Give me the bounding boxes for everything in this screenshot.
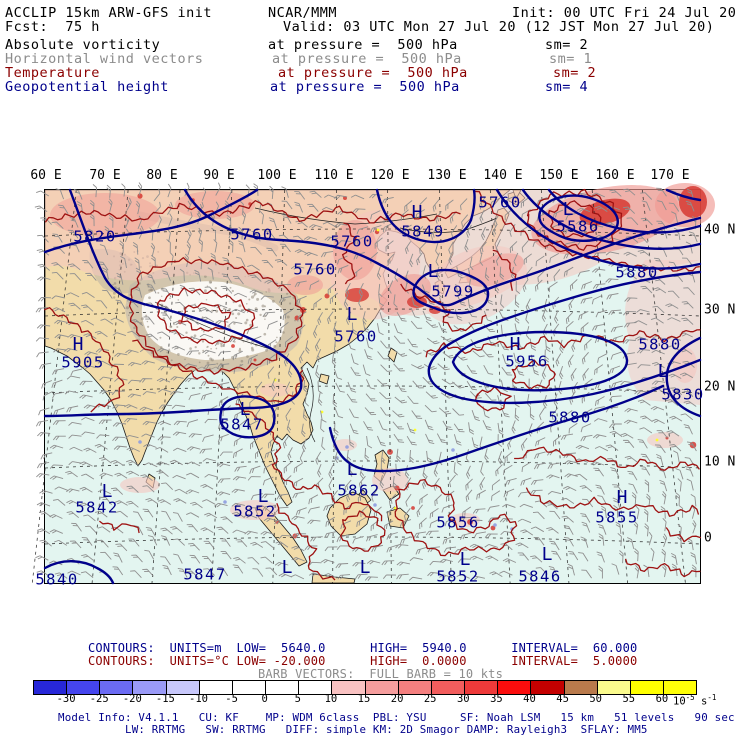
colorbar-tick-label: 55 xyxy=(622,693,636,705)
header-text: sm= 4 xyxy=(545,79,589,95)
contour-value-label: 5847 xyxy=(183,565,227,584)
pressure-center-letter: L xyxy=(281,557,293,579)
contour-value-label: 5856 xyxy=(436,513,480,532)
colorbar-units: $10^{-5}$ $s^{-1}$ xyxy=(673,693,717,708)
lon-tick-label: 160 E xyxy=(595,168,635,183)
contour-value-label: 5760 xyxy=(478,193,522,212)
colorbar-tick-label: 0 xyxy=(261,693,268,705)
lat-tick-label: 10 N xyxy=(704,454,736,470)
pressure-center-letter: L xyxy=(359,557,371,579)
header-text: at pressure = 500 hPa xyxy=(278,65,468,81)
lon-tick-label: 140 E xyxy=(483,168,523,183)
pressure-center-letter: H xyxy=(411,202,423,224)
contour-value-label: 5880 xyxy=(615,263,659,282)
header-text: NCAR/MMM xyxy=(268,5,338,21)
header-text: sm= 1 xyxy=(549,51,593,67)
contour-value-label: 5880 xyxy=(638,335,682,354)
lon-tick-label: 90 E xyxy=(203,168,235,183)
pressure-center-letter: L xyxy=(101,481,113,503)
colorbar-tick-label: -30 xyxy=(56,693,76,705)
contour-value-label: 5830 xyxy=(661,385,705,404)
barb-legend: BARB VECTORS: FULL BARB = 10 kts xyxy=(258,667,504,681)
pressure-center-letter: L xyxy=(459,549,471,571)
contour-value-label: 5820 xyxy=(73,227,117,246)
lon-tick-label: 130 E xyxy=(427,168,467,183)
lon-tick-label: 150 E xyxy=(539,168,579,183)
lon-tick-label: 70 E xyxy=(89,168,121,183)
colorbar-tick-label: 30 xyxy=(456,693,470,705)
lon-tick-label: 60 E xyxy=(30,168,62,183)
pressure-center-letter: H xyxy=(72,334,84,356)
contour-value-label: 5760 xyxy=(330,232,374,251)
header-text: Valid: 03 UTC Mon 27 Jul 20 (12 JST Mon 27 Jul 20) xyxy=(283,19,715,35)
lon-tick-label: 170 E xyxy=(650,168,690,183)
contour-value-label: 5847 xyxy=(220,415,264,434)
colorbar-tick-label: -20 xyxy=(122,693,142,705)
model-info-line2: LW: RRTMG SW: RRTMG DIFF: simple KM: 2D Smagor DAMP: Rayleigh3 SFLAY: MM5 xyxy=(125,723,648,736)
contour-value-label: 5586 xyxy=(556,217,600,236)
header-text: Fcst: 75 h xyxy=(5,19,100,35)
contour-value-label: 5760 xyxy=(293,260,337,279)
contour-value-label: 5799 xyxy=(431,282,475,301)
lat-tick-label: 20 N xyxy=(704,379,736,395)
contour-value-label: 5846 xyxy=(518,567,562,586)
pressure-center-letter: L xyxy=(541,544,553,566)
model-info-line1: Model Info: V4.1.1 CU: KF MP: WDM 6class PBL: YSU SF: Noah LSM 15 km 51 levels 90 sec xyxy=(58,711,735,724)
colorbar-tick-label: 45 xyxy=(556,693,569,705)
contour-value-label: 5855 xyxy=(595,508,639,527)
lon-tick-label: 100 E xyxy=(257,168,297,183)
lon-tick-label: 110 E xyxy=(314,168,354,183)
colorbar-tick-label: 20 xyxy=(390,693,404,705)
contour-value-label: 5840 xyxy=(35,570,79,589)
header-text: sm= 2 xyxy=(545,37,589,53)
contour-value-label: 5880 xyxy=(548,408,592,427)
map-area xyxy=(35,189,705,589)
contour-value-label: 5905 xyxy=(61,353,105,372)
lat-tick-label: 0 xyxy=(704,530,712,546)
header-text: at pressure = 500 hPa xyxy=(268,37,458,53)
header-text: ACCLIP 15km ARW-GFS init xyxy=(5,5,213,21)
lat-tick-label: 40 N xyxy=(704,222,736,238)
pressure-center-letter: L xyxy=(346,459,358,481)
contour-value-label: 5842 xyxy=(75,498,119,517)
colorbar-tick-label: -25 xyxy=(89,693,109,705)
header-text: sm= 2 xyxy=(553,65,597,81)
contour-value-label: 5760 xyxy=(334,327,378,346)
contour-legend-temperature: CONTOURS: UNITS=°C LOW= -20.000 HIGH= 0.0000 INTERVAL= 5.0000 xyxy=(88,654,638,668)
colorbar-tick-label: 35 xyxy=(490,693,503,705)
colorbar-tick-label: 10 xyxy=(324,693,338,705)
contour-value-label: 5849 xyxy=(401,222,445,241)
contour-legend-height: CONTOURS: UNITS=m LOW= 5640.0 HIGH= 5940.0 INTERVAL= 60.000 xyxy=(88,641,638,655)
colorbar-tick-label: 25 xyxy=(423,693,437,705)
pressure-center-letter: L xyxy=(657,361,669,383)
colorbar-tick-label: 15 xyxy=(357,693,371,705)
lat-tick-label: 30 N xyxy=(704,302,736,318)
colorbar-tick-label: 40 xyxy=(523,693,536,705)
header-text: Absolute vorticity xyxy=(5,37,161,53)
header-text: at pressure = 500 hPa xyxy=(272,51,462,67)
colorbar-tick-label: -15 xyxy=(155,693,175,705)
colorbar-tick-label: -5 xyxy=(225,693,238,705)
pressure-center-letter: L xyxy=(346,304,358,326)
header-text: Geopotential height xyxy=(5,79,169,95)
lon-tick-label: 80 E xyxy=(146,168,178,183)
contour-value-label: 5956 xyxy=(505,352,549,371)
pressure-center-letter: L xyxy=(239,399,251,421)
pressure-center-letter: L xyxy=(257,486,269,508)
contour-value-label: 5862 xyxy=(337,481,381,500)
pressure-center-letter: H xyxy=(616,487,628,509)
pressure-center-letter: L xyxy=(427,261,439,283)
contour-value-label: 5760 xyxy=(230,225,274,244)
header-text: Init: 00 UTC Fri 24 Jul 20 xyxy=(512,5,737,21)
colorbar-tick-label: 50 xyxy=(589,693,603,705)
header-text: Temperature xyxy=(5,65,100,81)
contour-value-label: 5852 xyxy=(233,502,277,521)
header-text: Horizontal wind vectors xyxy=(5,51,204,67)
pressure-center-letter: H xyxy=(509,334,521,356)
pressure-center-letter: L xyxy=(562,199,574,221)
lon-tick-label: 120 E xyxy=(370,168,410,183)
colorbar-tick-label: 60 xyxy=(655,693,669,705)
colorbar-tick-label: 5 xyxy=(294,693,301,705)
map-canvas xyxy=(45,190,700,583)
colorbar-tick-label: -10 xyxy=(189,693,208,705)
header-text: at pressure = 500 hPa xyxy=(270,79,460,95)
contour-value-label: 5852 xyxy=(436,567,480,586)
